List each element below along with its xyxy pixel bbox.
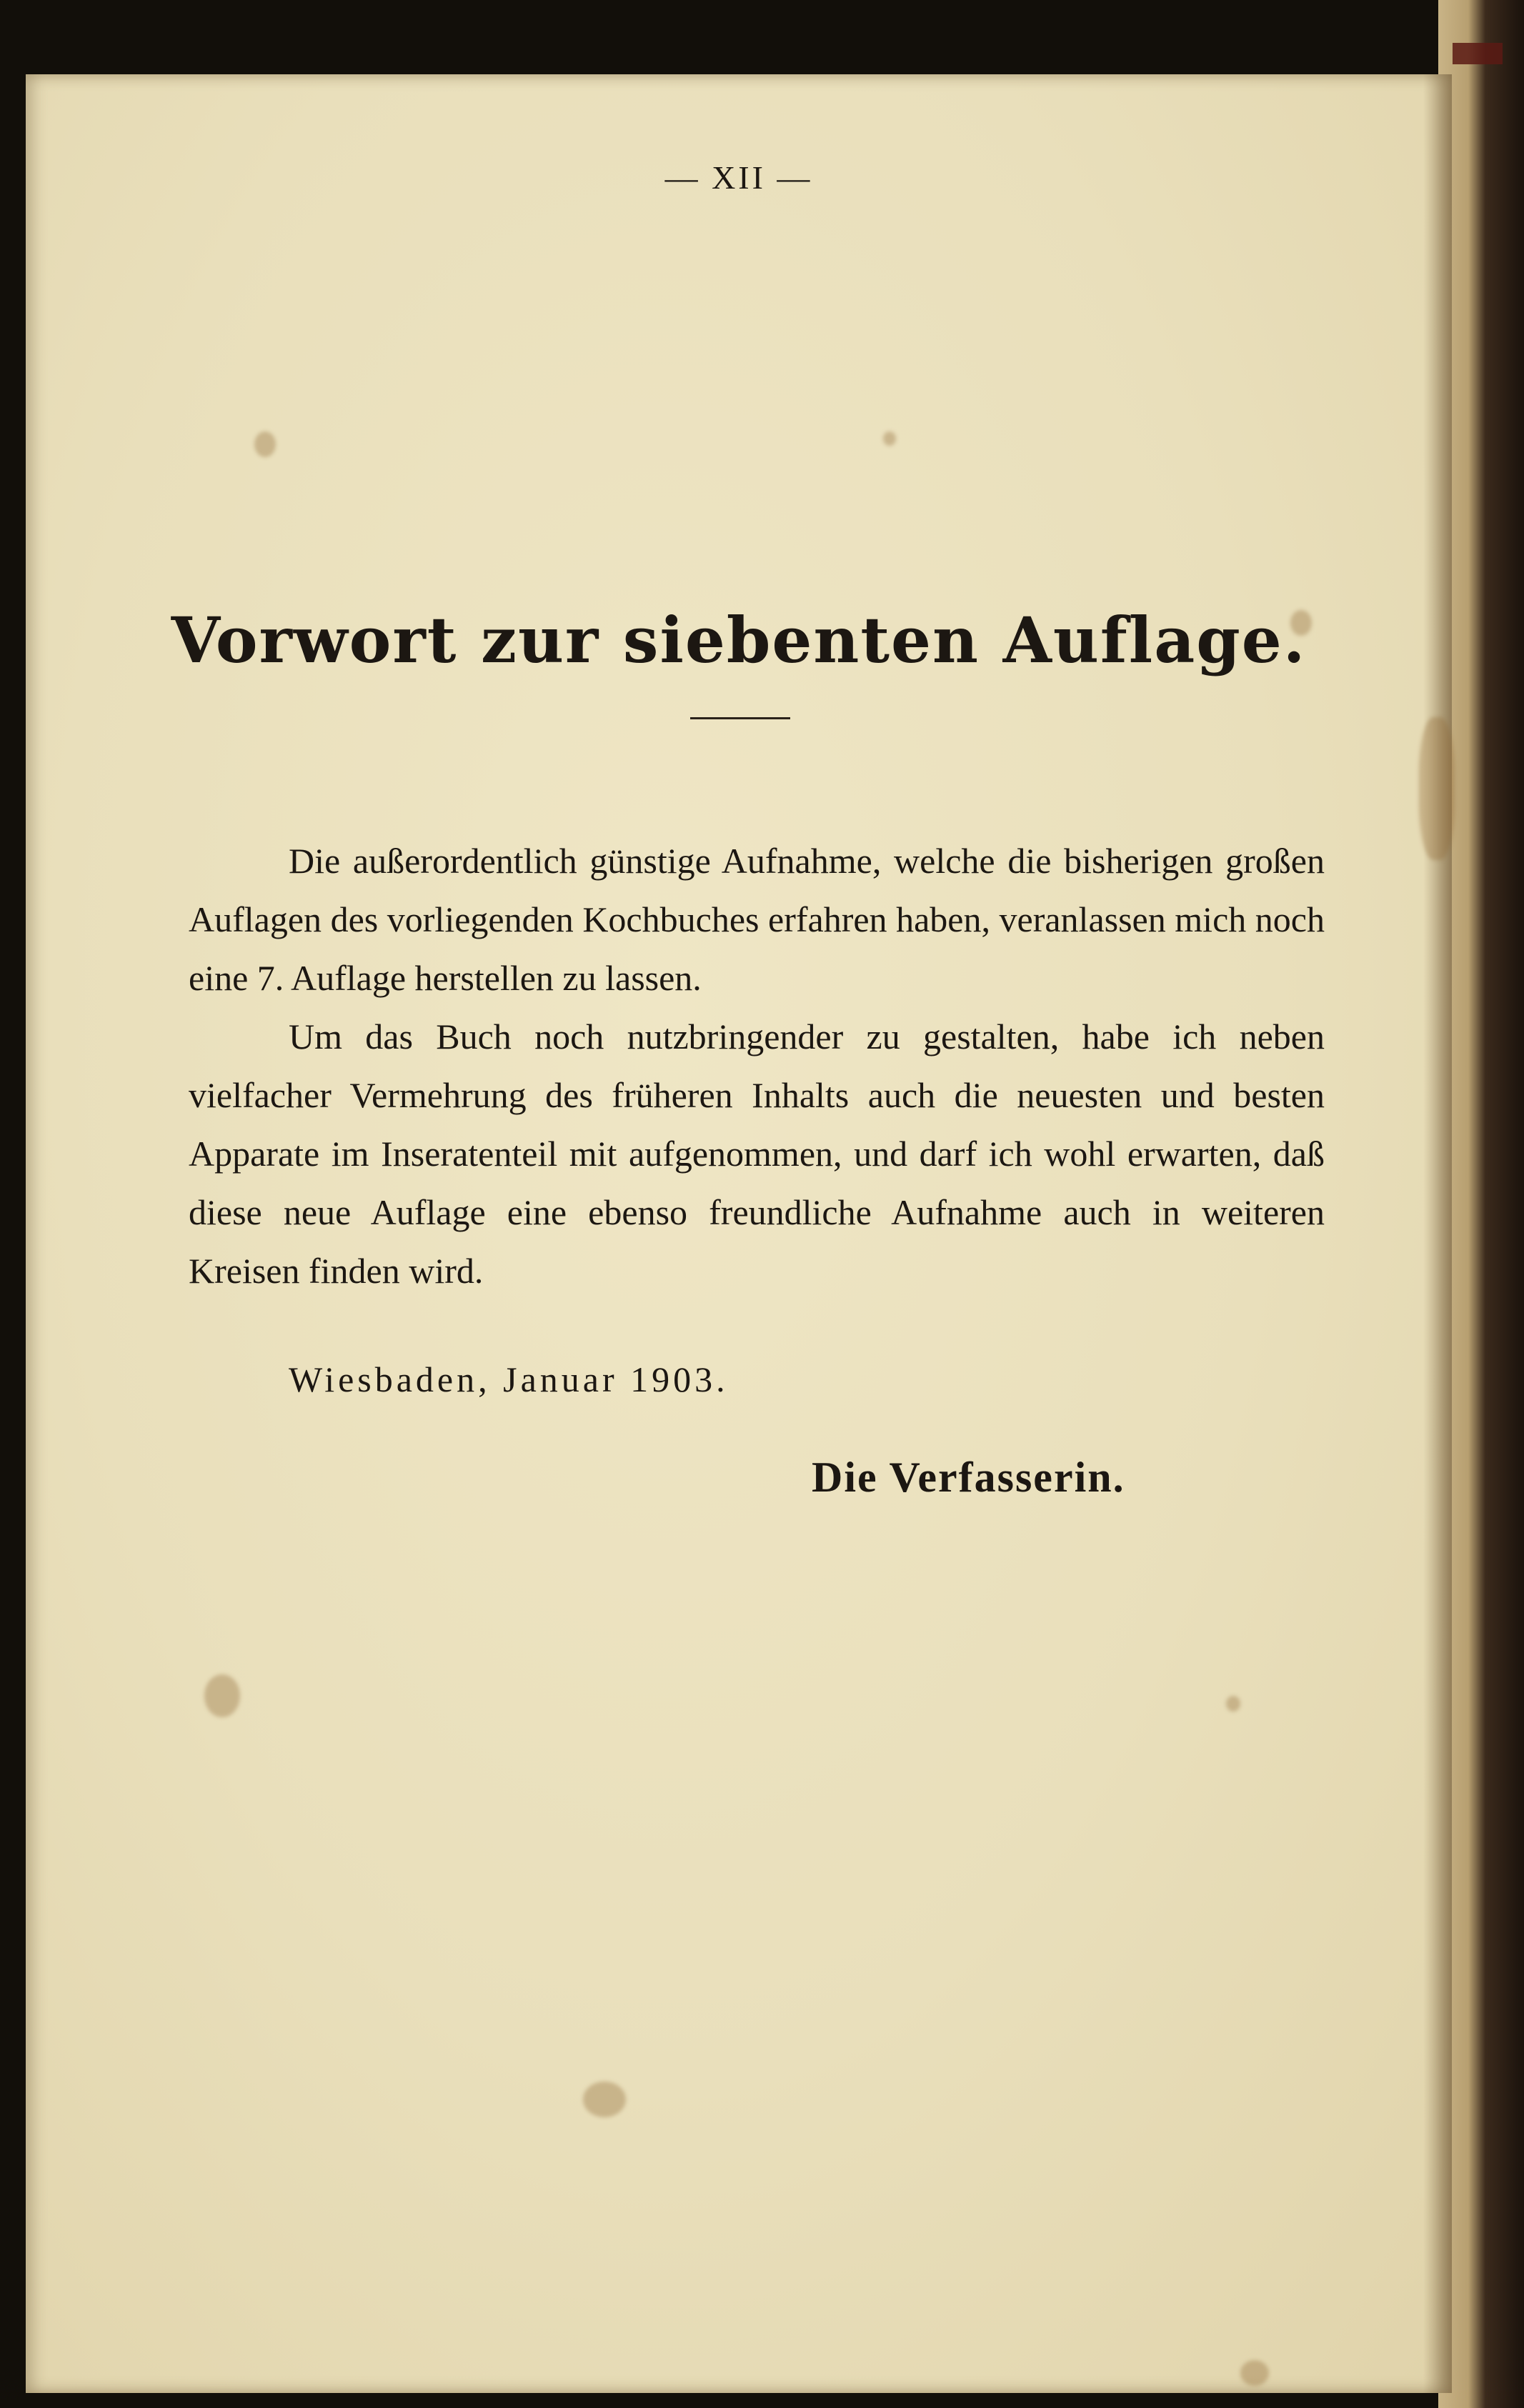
foxing-spot [1419, 717, 1455, 860]
foxing-spot [1240, 2360, 1269, 2386]
foxing-spot [254, 431, 276, 457]
foxing-spot [1226, 1696, 1240, 1712]
book-page [26, 74, 1452, 2393]
place-date: Wiesbaden, Januar 1903. [289, 1359, 729, 1399]
foxing-spot [204, 1674, 240, 1717]
paragraph-2: Um das Buch noch nutzbringender zu gestalten, habe ich neben vielfacher Vermehrung des früheren Inhalts auch die neuesten und besten Apparate im Inseratenteil mit aufgenommen, und darf ich wohl erwarten, daß diese neue Auflage eine ebenso freundliche Aufnahme auch in weiteren Kreisen finden wird. [189, 1016, 1325, 1291]
page-gutter-shadow [1423, 74, 1452, 2393]
paragraph-1: Die außerordentlich günstige Aufnahme, welche die bisherigen großen Auflagen des vorliegenden Kochbuches erfahren haben, veranlassen mich noch eine 7. Auflage herstellen zu lassen. [189, 841, 1325, 998]
signature: Die Verfasserin. [812, 1454, 1125, 1501]
title-divider [690, 717, 790, 719]
foxing-spot [883, 431, 896, 446]
foxing-spot [583, 2082, 626, 2117]
book-binding-mark [1453, 43, 1503, 64]
page-title: Vorwort zur siebenten Auflage. [171, 603, 1307, 677]
page-number: — XII — [664, 159, 813, 196]
